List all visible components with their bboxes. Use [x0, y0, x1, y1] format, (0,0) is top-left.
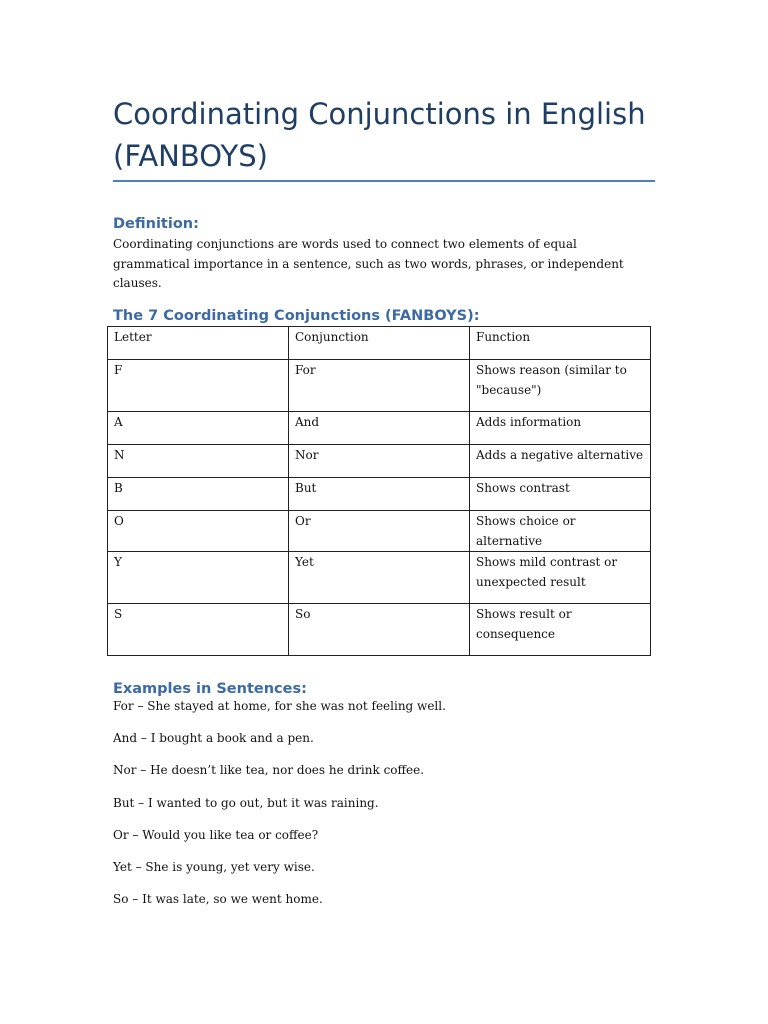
- table-row: [108, 412, 651, 445]
- letter-cell: B: [108, 478, 289, 511]
- letter-cell: O: [108, 511, 289, 552]
- function-cell: Adds a negative alternative: [470, 445, 651, 478]
- function-cell: Adds information: [470, 412, 651, 445]
- fanboys-table: [107, 326, 651, 656]
- header-cell-letter: Letter: [108, 327, 289, 360]
- example-sentence: For – She stayed at home, for she was not feeling well.: [113, 699, 446, 713]
- table-row: [108, 604, 651, 656]
- table-row: [108, 445, 651, 478]
- conjunction-cell: And: [289, 412, 470, 445]
- table-row: [108, 478, 651, 511]
- conjunction-cell: Yet: [289, 552, 470, 604]
- letter-cell: N: [108, 445, 289, 478]
- letter-cell: S: [108, 604, 289, 656]
- function-cell: Shows reason (similar to "because"): [470, 360, 651, 412]
- examples-list: [113, 697, 673, 922]
- letter-cell: A: [108, 412, 289, 445]
- definition-heading: Definition:: [113, 216, 199, 232]
- conjunction-cell: So: [289, 604, 470, 656]
- table-heading: The 7 Coordinating Conjunctions (FANBOYS):: [113, 308, 480, 324]
- example-sentence: Or – Would you like tea or coffee?: [113, 827, 319, 842]
- function-cell: Shows mild contrast or unexpected result: [470, 552, 651, 604]
- table-header-row: [108, 327, 651, 360]
- examples-heading: Examples in Sentences:: [113, 681, 307, 697]
- example-sentence: Yet – She is young, yet very wise.: [113, 859, 315, 874]
- letter-cell: Y: [108, 552, 289, 604]
- conjunction-cell: For: [289, 360, 470, 412]
- letter-cell: F: [108, 360, 289, 412]
- function-cell: Shows choice or alternative: [470, 511, 651, 552]
- example-sentence: Nor – He doesn’t like tea, nor does he drink coffee.: [113, 763, 425, 778]
- conjunction-cell: But: [289, 478, 470, 511]
- table-row: [108, 552, 651, 604]
- function-cell: Shows result or consequence: [470, 604, 651, 656]
- table-row: [108, 360, 651, 412]
- function-cell: Shows contrast: [470, 478, 651, 511]
- conjunction-cell: Nor: [289, 445, 470, 478]
- header-cell-function: Function: [470, 327, 651, 360]
- title-divider: [113, 180, 655, 182]
- example-sentence: So – It was late, so we went home.: [113, 892, 323, 907]
- header-cell-conjunction: Conjunction: [289, 327, 470, 360]
- conjunction-cell: Or: [289, 511, 470, 552]
- table-row: [108, 511, 651, 552]
- example-sentence: But – I wanted to go out, but it was raining.: [113, 795, 379, 810]
- example-sentence: And – I bought a book and a pen.: [113, 731, 314, 746]
- document-title: Coordinating Conjunctions in English (FANBOYS): [113, 97, 646, 173]
- definition-text: Coordinating conjunctions are words used to connect two elements of equal grammatical importance in a sentence, such as two words, phrases, or independent clauses.: [113, 237, 624, 290]
